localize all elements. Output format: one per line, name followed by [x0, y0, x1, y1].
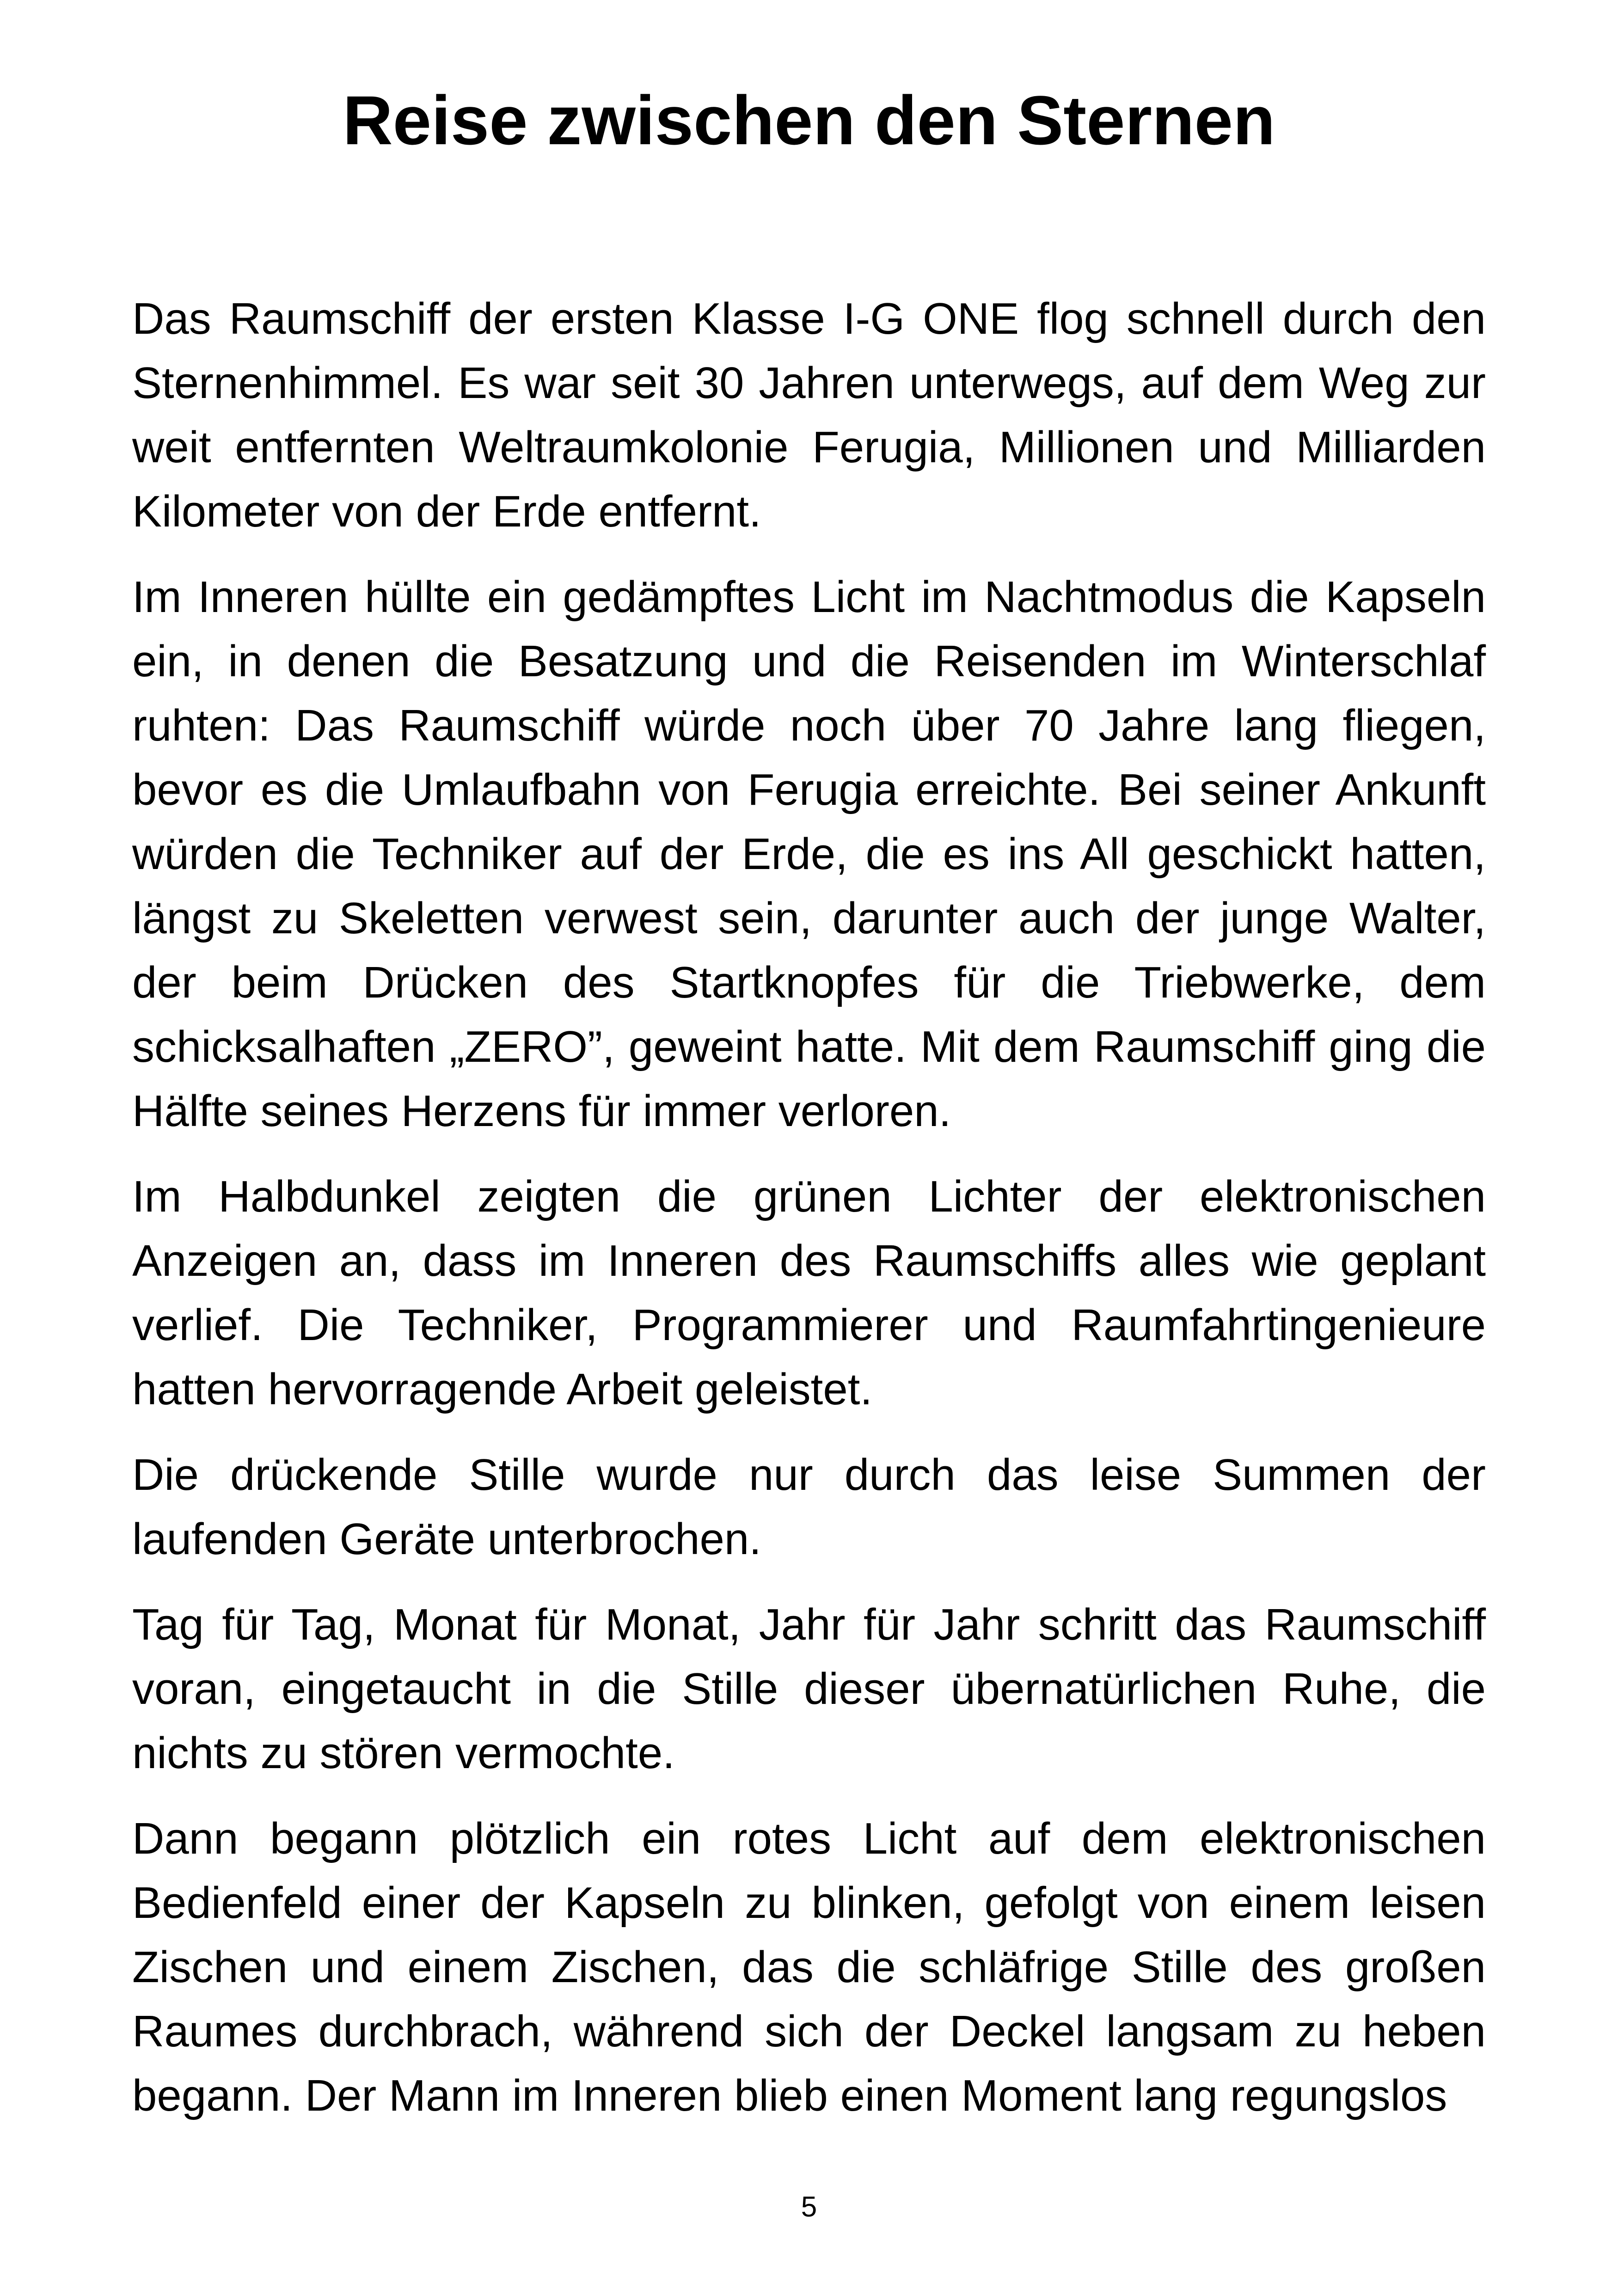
- page-title: Reise zwischen den Sternen: [343, 81, 1275, 159]
- page-number: 5: [801, 2191, 817, 2223]
- body-text: [132, 287, 1486, 2149]
- paragraph-4: Die drückende Stille wurde nur durch das leise Summen der laufenden Geräte unterbrochen.: [132, 1450, 1486, 1564]
- paragraph-1: Das Raumschiff der ersten Klasse I-G ONE flog schnell durch den Sternenhimmel. Es war seit 30 Jahren unterwegs, auf dem Weg zur weit entfernten Weltraumkolonie Ferugia, Millionen und Milliarden Kilometer von der Erde entfernt.: [132, 294, 1486, 536]
- paragraph-5: Tag für Tag, Monat für Monat, Jahr für Jahr schritt das Raumschiff voran, eingetaucht in die Stille dieser übernatürlichen Ruhe, die nichts zu stören vermochte.: [132, 1600, 1486, 1778]
- paragraph-6: Dann begann plötzlich ein rotes Licht auf dem elektronischen Bedienfeld einer der Kapseln zu blinken, gefolgt von einem leisen Zischen und einem Zischen, das die schläfrige Stille des großen Raumes durchbrach, während sich der Deckel langsam zu heben begann. Der Mann im Inneren blieb einen Moment lang regungslos: [132, 1814, 1486, 2120]
- paragraph-3: Im Halbdunkel zeigten die grünen Lichter der elektronischen Anzeigen an, dass im Inneren des Raumschiffs alles wie geplant verlief. Die Techniker, Programmierer und Raumfahrtingenieure hatten hervorragende Arbeit geleistet.: [132, 1172, 1486, 1414]
- paragraph-2: Im Inneren hüllte ein gedämpftes Licht im Nachtmodus die Kapseln ein, in denen die Besatzung und die Reisenden im Winterschlaf ruhten: Das Raumschiff würde noch über 70 Jahre lang fliegen, bevor es die Umlaufbahn von Ferugia erreichte. Bei seiner Ankunft würden die Techniker auf der Erde, die es ins All geschickt hatten, längst zu Skeletten verwest sein, darunter auch der junge Walter, der beim Drücken des Startknopfes für die Triebwerke, dem schicksalhaften „ZERO”, geweint hatte. Mit dem Raumschiff ging die Hälfte seines Herzens für immer verloren.: [132, 572, 1486, 1136]
